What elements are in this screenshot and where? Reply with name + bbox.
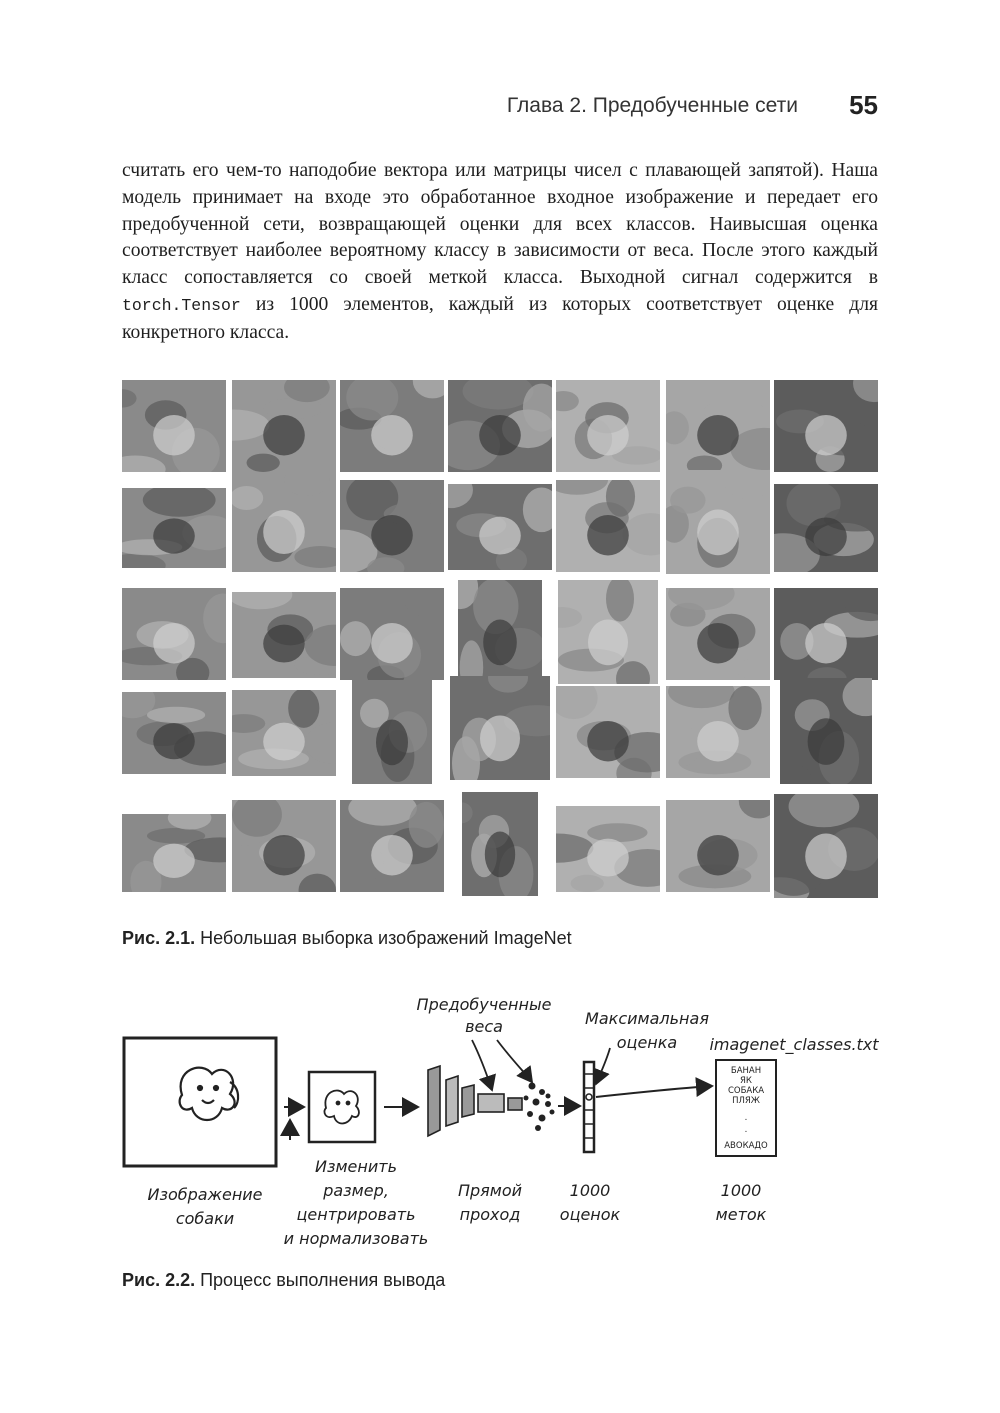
figure1-label: Рис. 2.1. <box>122 928 196 948</box>
photo-pomeranian <box>448 484 552 570</box>
photo-firewood <box>666 800 770 892</box>
class-label-0: БАНАН <box>730 1066 762 1076</box>
figure1-caption-text: Небольшая выборка изображений ImageNet <box>195 928 572 948</box>
photo-frog-dark <box>774 588 878 680</box>
scores-label-2: оценок <box>559 1205 621 1224</box>
photo-person-on-hill <box>122 380 226 472</box>
photo-woman-tree <box>352 680 432 784</box>
photo-flower-market <box>232 800 336 892</box>
forward-label-1: Прямой <box>457 1181 523 1200</box>
photo-compass-star <box>774 794 878 898</box>
class-label-5: . <box>744 1125 748 1135</box>
body-paragraph <box>122 158 878 347</box>
photo-houses-trees <box>556 806 660 892</box>
photo-horse-cart <box>340 480 444 572</box>
photo-dog-hat <box>558 580 658 684</box>
figure2-caption-text: Процесс выполнения вывода <box>195 1270 446 1290</box>
class-label-4: . <box>744 1113 748 1123</box>
paragraph-text-1: считать его чем-то наподобие вектора или матрицы чисел с плавающей запятой). Наша модель принимает на входе это обработанное входное изображение и передает его предобученной сети, возвращающей оценки для всех классов. Наивысшая оценка соответствует наиболее вероятному классу в зависимости от веса. После этого каждый класс сопоставляется со своей меткой класса. Выходной сигнал содержится в <box>122 160 878 289</box>
photo-retriever <box>122 588 226 680</box>
inference-diagram <box>112 990 892 1260</box>
photo-bucket-stand <box>458 580 542 684</box>
photo-dog-standing <box>666 380 770 472</box>
arrow-weights-2 <box>497 1040 532 1082</box>
photo-trailer-night <box>340 588 444 680</box>
photo-puppies <box>556 480 660 572</box>
figure1-caption <box>122 928 572 949</box>
class-label-1: ЯК <box>740 1076 752 1086</box>
input-label-1: Изображение <box>147 1185 263 1204</box>
imagenet-sample-grid <box>122 380 878 910</box>
labels-count-2: меток <box>715 1205 767 1224</box>
arrow-to-labels <box>596 1086 712 1097</box>
photo-glass-bowl <box>232 380 336 472</box>
photo-dog-in-leaves <box>774 484 878 572</box>
photo-labrador <box>122 692 226 774</box>
page-header <box>122 92 878 122</box>
resize-label-4: и нормализовать <box>283 1229 429 1248</box>
photo-tiger <box>666 588 770 680</box>
photo-dog-indoors <box>448 380 552 472</box>
photo-dog-on-table <box>774 380 878 472</box>
dog-sketch-icon <box>180 1068 238 1120</box>
scores-vector-icon <box>584 1062 594 1152</box>
resize-label-2: размер, <box>323 1181 389 1200</box>
photo-tree-bark-ladybug <box>340 380 444 472</box>
figure2-label: Рис. 2.2. <box>122 1270 196 1290</box>
photo-food-plate <box>780 678 872 784</box>
page-number: 55 <box>849 90 878 120</box>
class-label-2: СОБАКА <box>727 1086 765 1096</box>
resized-image-frame <box>309 1072 375 1142</box>
class-label-6: АВОКАДО <box>724 1141 768 1151</box>
chapter-title: Глава 2. Предобученные сети <box>506 94 798 117</box>
forward-label-2: проход <box>459 1205 521 1224</box>
code-torch-tensor: torch.Tensor <box>122 295 241 315</box>
inference-diagram-svg <box>112 990 892 1260</box>
photo-jar-ruler <box>450 676 550 780</box>
photo-dalmatian-dogs <box>556 686 660 778</box>
paragraph-text-2: из 1000 элементов, каждый из которых соответствует оценке для конкретного класса. <box>122 293 878 343</box>
arrow-max-score <box>596 1048 610 1084</box>
photo-chalkboard-sign <box>462 792 538 896</box>
max-score-label-1: Максимальная <box>585 1009 709 1028</box>
network-nodes-icon <box>524 1083 555 1132</box>
figure2-caption <box>122 1270 445 1291</box>
pretrained-label-1: Предобученные <box>416 995 552 1014</box>
photo-crowd-street <box>232 592 336 678</box>
photo-foliage <box>340 800 444 892</box>
arrow-weights-1 <box>472 1040 492 1090</box>
photo-man-bottle-pizza <box>666 470 770 574</box>
input-label-2: собаки <box>175 1209 235 1228</box>
photo-building <box>122 814 226 892</box>
classes-file-label: imagenet_classes.txt <box>709 1035 879 1054</box>
photo-bird-grass <box>232 690 336 776</box>
pretrained-label-2: веса <box>465 1017 503 1036</box>
photo-bathroom-plant <box>232 472 336 572</box>
max-score-label-2: оценка <box>616 1033 678 1052</box>
resize-label-3: центрировать <box>296 1205 416 1224</box>
photo-people-room <box>666 686 770 778</box>
input-image-frame <box>124 1038 276 1166</box>
small-dog-sketch-icon <box>324 1090 359 1123</box>
scores-label-1: 1000 <box>569 1181 611 1200</box>
photo-horse-carriage <box>122 488 226 568</box>
class-label-3: ПЛЯЖ <box>732 1096 760 1106</box>
labels-count-1: 1000 <box>720 1181 762 1200</box>
network-layers-icon <box>428 1066 522 1136</box>
photo-bell-peppers <box>556 380 660 472</box>
resize-label-1: Изменить <box>315 1157 397 1176</box>
